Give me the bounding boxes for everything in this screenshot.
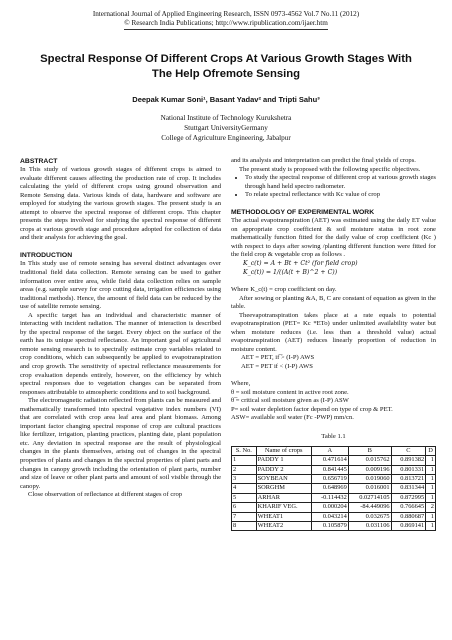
paper-authors: Deepak Kumar Soni¹, Basant Yadav² and Tripti Sahu³ xyxy=(132,95,320,104)
table-cell: 0.02714105 xyxy=(348,493,391,502)
theta-star-definition: θ ̅= critical soil moisture given as (I-P) ASW xyxy=(231,397,349,405)
table-cell: 1 xyxy=(426,456,436,465)
abstract-heading: ABSTRACT xyxy=(20,158,58,165)
table-cell: 0.801331 xyxy=(391,465,426,474)
right-column xyxy=(231,157,436,531)
left-column xyxy=(20,157,221,500)
table-cell: 0.831344 xyxy=(391,484,426,493)
table-cell: 7 xyxy=(232,512,257,521)
table-cell: 0.016001 xyxy=(348,484,391,493)
table-cell: 0.869141 xyxy=(391,522,426,531)
objective-item: • To relate spectral reflectance with Kc value of crop xyxy=(245,191,436,200)
evapotranspiration-text: Theevapotranspiration takes place at a rate equals to potential evapotranspiration (PET= Kc *ETo) under unlimited availability water but when moisture reduces (i.e. less than a threshold value) actual evapotranspiration (AET) reduces linearly proportion of reduction in moisture content. xyxy=(231,311,436,353)
table-cell: 1 xyxy=(232,456,257,465)
table-cell: 2 xyxy=(232,465,257,474)
equation-1: K_c(t) = A + Bt + Ct² (for field crop) xyxy=(243,259,358,267)
where-kc: Where K_c(t) = crop coefficient on day. xyxy=(231,286,337,294)
table-cell: 1 xyxy=(426,522,436,531)
table-row xyxy=(232,465,436,474)
table-cell: 0.891382 xyxy=(391,456,426,465)
table-header: S. No. xyxy=(232,446,257,455)
table-body xyxy=(232,456,436,531)
table-cell: 1 xyxy=(426,512,436,521)
table-header-row xyxy=(232,446,436,455)
table-header: Name of crops xyxy=(256,446,311,455)
table-cell: 0.043214 xyxy=(311,512,348,521)
where-label: Where, xyxy=(231,380,251,388)
aet-condition-2: AET = PET if < (I-P) AWS xyxy=(241,362,313,370)
table-cell: 6 xyxy=(232,503,257,512)
table-cell: 4 xyxy=(232,484,257,493)
table-cell: PADDY 2 xyxy=(256,465,311,474)
intro-paragraph-3: The electromagnetic radiation reflected from plants can be measured and mathematically transformed into spectral vegetative index numbers (VI) that are correlated with crop area leaf area and plant biomass. Among important factor changing spectral response of crop are cultural practices like fertilizer, irrigation, planting practices, planting date, plant population etc. Any deviation in spectral response are the result of physiological changes in the plants themselves, arising out of changes in the spectral properties of plants and changes in the spectral properties of plant parts and changes in canopy growth including the orientation of plant parts, number and size of leave or other plant parts and amount of soil visible through the canopy. xyxy=(20,397,221,490)
table-cell: -0.114432 xyxy=(311,493,348,502)
table-row xyxy=(232,475,436,484)
table-cell: 0.000204 xyxy=(311,503,348,512)
table-cell: 0.841445 xyxy=(311,465,348,474)
aet-condition-1: AET = PET, if ̅> (I-P) AWS xyxy=(241,354,315,362)
table-row xyxy=(232,493,436,502)
introduction-heading: INTRODUCTION xyxy=(20,252,73,260)
table-row xyxy=(232,522,436,531)
theta-definition: θ = soil moisture content in active root zone. xyxy=(231,388,349,396)
table-cell: KHARIF VEG. xyxy=(256,503,311,512)
table-cell: 1 xyxy=(426,493,436,502)
table-cell: SORGHM xyxy=(256,484,311,493)
table-header: A xyxy=(311,446,348,455)
paper-title: Spectral Response Of Different Crops At Various Growth Stages With The Help Ofremote Sensing xyxy=(40,53,412,80)
intro-paragraph-1: In This study use of remote sensing has several distinct advantages over traditional field data collection. Remote sensing can be used to gather information over entire area, while field data collection relies on sample areas (e.g. sample survey for crop cutting data, irrigation efficiencies using traditional methods). Hence, the amount of field data can be reduced by the use of satellite remote sensing. xyxy=(20,260,221,311)
journal-publisher: © Research India Publications; http://www.ripublication.com/ijaer.htm xyxy=(124,19,328,30)
table-cell: 0.880687 xyxy=(391,512,426,521)
methodology-heading: METHODOLOGY OF EXPERIMENTAL WORK xyxy=(231,209,375,217)
table-cell: 0.648969 xyxy=(311,484,348,493)
table-header: B xyxy=(348,446,391,455)
table-cell: SOYBEAN xyxy=(256,475,311,484)
table-cell: PADDY 1 xyxy=(256,456,311,465)
table-row xyxy=(232,512,436,521)
objectives-list xyxy=(231,174,436,200)
journal-header xyxy=(0,10,452,30)
table-row xyxy=(232,503,436,512)
equation-2: K_c(t)) = 1/((A(t + B)^2 + C)) xyxy=(243,268,338,276)
journal-citation: International Journal of Applied Engineering Research, ISSN 0973-4562 Vol.7 No.11 (2012) xyxy=(92,10,360,18)
table-cell: 1 xyxy=(426,465,436,474)
table-cell: 0.105879 xyxy=(311,522,348,531)
table-cell: 1 xyxy=(426,475,436,484)
p-definition: P= soil water depletion factor depend on type of crop & PET. xyxy=(231,405,393,413)
table-cell: 2 xyxy=(426,503,436,512)
objectives-intro: The present study is proposed with the following specific objectives. xyxy=(239,165,421,173)
table-cell: 0.015762 xyxy=(348,456,391,465)
table-caption: Table 1.1 xyxy=(321,433,346,441)
after-sowing-text: After sowing or planting &A, B, C are constant of equation as given in the table. xyxy=(231,294,436,311)
table-header: D xyxy=(426,446,436,455)
table-cell: 3 xyxy=(232,475,257,484)
intro-paragraph-2: A specific target has an individual and characteristic manner of interacting with incident radiation. The manner of interaction is described by the spectral response of the target. Every object on the surface of the earth has its unique spectral reflectance. An important goal of agricultural remote sensing research is to spectrally estimate crop variables related to crop conditions, which can subsequently be applied to evapotranspiration and crop growth. The sensitivity of spectral reflectance measurements for crop evaluation depends entirely, however, on the efficiency by which spectral responses due to vegetation changes can be separated from responses attributable to atmospheric conditions and to soil background. xyxy=(20,311,221,396)
table-cell: WHEAT2 xyxy=(256,522,311,531)
table-cell: ARHAR xyxy=(256,493,311,502)
table-row xyxy=(232,484,436,493)
table-row xyxy=(232,456,436,465)
methodology-text: The actual evapotranspiration (AET) was estimated using the daily ET value on appropriate crop coefficient & soil moisture status in root zone mathematically function fitted for the daily value of crop coefficient (Kc ) with respect to days after sowing /planting different function were fitted for the field crop & vegetable crop as follows . xyxy=(231,217,436,259)
abstract-text: In This study of various growth stages of different crops is aimed to evaluate different causes affecting the production rate of crop. It includes calculating the yield of different crops using ground observation and Remote Sensing data. Various kinds of data, hardware and software are employed for studying the various growth stages. The present study is an attempt to observe the spectral response of different crops. This chapter presents the steps involved for studying the spectral response of different crops at various growth stage and procedure adopted for collection of data and their analysis for achieving the goal. xyxy=(20,166,221,242)
table-cell: 0.656719 xyxy=(311,475,348,484)
table-cell: 0.471614 xyxy=(311,456,348,465)
table-cell: 0.766645 xyxy=(391,503,426,512)
affiliations xyxy=(0,113,452,143)
intro-paragraph-4: Close observation of reflectance at different stages of crop xyxy=(28,491,183,499)
table-cell: 0.813721 xyxy=(391,475,426,484)
objective-item: • To study the spectral response of different crop at various growth stages through hand held spectro radiometer. xyxy=(245,174,436,191)
table-cell: 0.872995 xyxy=(391,493,426,502)
table-cell: WHEAT1 xyxy=(256,512,311,521)
table-cell: 0.031106 xyxy=(348,522,391,531)
table-cell: 1 xyxy=(426,484,436,493)
table-cell: 8 xyxy=(232,522,257,531)
continued-text: and its analysis and interpretation can predict the final yields of crops. xyxy=(231,157,416,164)
table-cell: 5 xyxy=(232,493,257,502)
affiliation-2: Stuttgart UniversityGermany xyxy=(184,124,268,132)
table-cell: -84.449096 xyxy=(348,503,391,512)
crop-coefficient-table xyxy=(231,446,436,532)
table-header: C xyxy=(391,446,426,455)
asw-definition: ASW= available soil water (Fc -PWP) mm/cn. xyxy=(231,414,354,422)
table-cell: 0.019060 xyxy=(348,475,391,484)
affiliation-1: National Institute of Technology Kurukshetra xyxy=(160,114,292,122)
table-cell: 0.032675 xyxy=(348,512,391,521)
table-cell: 0.009196 xyxy=(348,465,391,474)
affiliation-3: College of Agriculture Engineering, Jabalpur xyxy=(161,134,291,142)
